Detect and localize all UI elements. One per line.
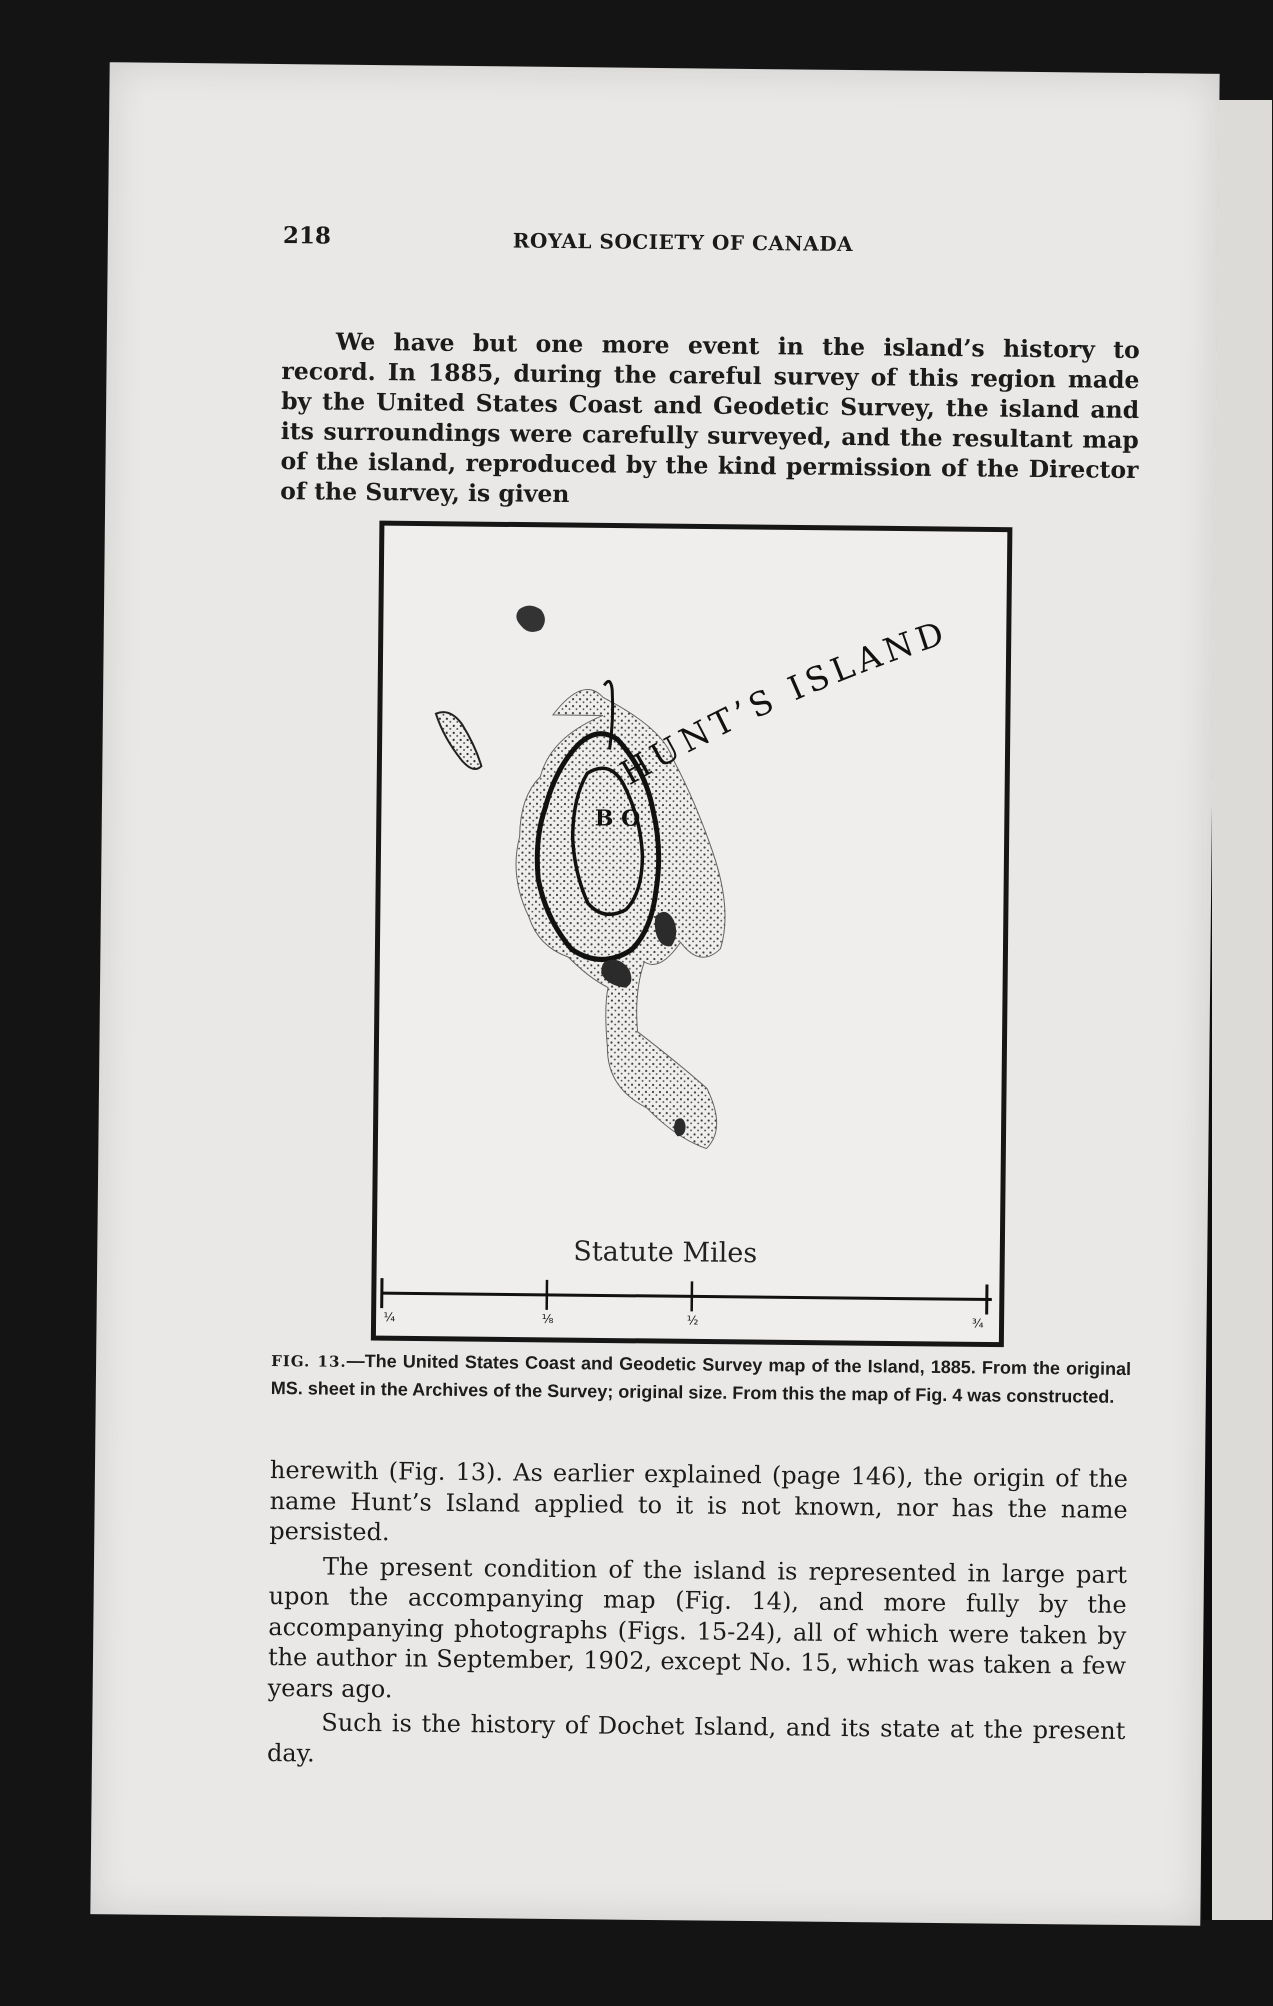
map-island-label: HUNT’S ISLAND	[613, 612, 954, 793]
paragraph-3: The present condition of the island is represented in large part upon the accompanying map (Fig. 14), and more fully by the accompanying photographs (Figs. 15-24), all of which were taken by the author in September, 1902, except No. 15, which was taken a few years ago.	[267, 1552, 1128, 1703]
figure-caption	[271, 1347, 1132, 1411]
figure-13-map	[361, 513, 1020, 1350]
map-letter-b-o: B O	[594, 805, 641, 832]
caption-label: FIG. 13.	[271, 1352, 347, 1371]
scale-title: Statute Miles	[573, 1236, 758, 1270]
caption-text: —The United States Coast and Geodetic Survey map of the Island, 1885. From the original MS. sheet in the Archives of the Survey; original size. From this the map of Fig. 4 was constructed.	[270, 1350, 1132, 1407]
map-svg	[361, 513, 1020, 1350]
scale-tick-eighth: ⅛	[541, 1311, 554, 1326]
scale-tick-quarter: ¼	[383, 1310, 396, 1325]
paragraph-2: herewith (Fig. 13). As earlier explained (page 146), the origin of the name Hunt’s Island applied to it is not known, nor has the name persisted.	[269, 1455, 1129, 1547]
running-head: ROYAL SOCIETY OF CANADA	[512, 228, 854, 257]
page-number: 218	[282, 222, 332, 250]
book-page	[90, 62, 1219, 1926]
body-lower	[267, 1455, 1128, 1777]
paragraph-4: Such is the history of Dochet Island, and its state at the present day.	[266, 1708, 1126, 1767]
page-content	[266, 64, 1205, 1767]
paragraph-1: We have but one more event in the island’s history to record. In 1885, during the careful survey of this region made by the United States Coast and Geodetic Survey, the island and its surroundings were carefully surveyed, and the resultant map of the island, reproduced by the kind permission of the Director of the Survey, is given	[280, 327, 1140, 509]
scale-tick-three-quarter: ¾	[971, 1316, 984, 1331]
page-header	[283, 222, 1203, 272]
scale-tick-half: ½	[686, 1313, 699, 1328]
